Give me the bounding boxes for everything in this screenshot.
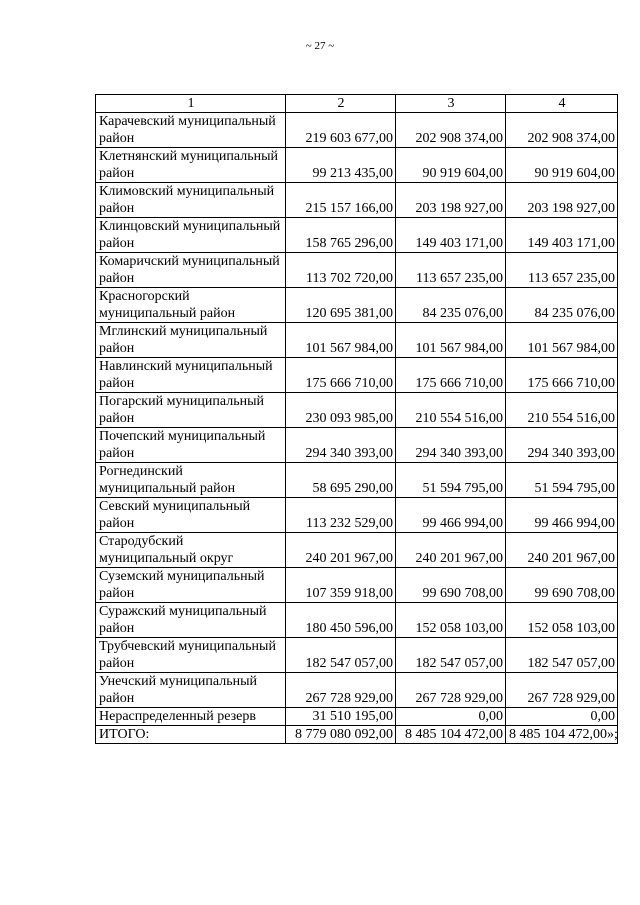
district-name-cell: Мглинский муниципальный район [96, 323, 286, 358]
column-header: 3 [396, 95, 506, 113]
value-cell-col2: 113 702 720,00 [286, 253, 396, 288]
budget-table [95, 94, 618, 744]
district-name-cell: Климовский муниципальный район [96, 183, 286, 218]
value-cell-col2: 58 695 290,00 [286, 463, 396, 498]
value-cell-col2: 113 232 529,00 [286, 498, 396, 533]
table-row [96, 533, 618, 568]
value-cell-col3: 99 690 708,00 [396, 568, 506, 603]
value-cell-col4: 202 908 374,00 [506, 113, 618, 148]
table-row [96, 183, 618, 218]
value-cell-col4: 149 403 171,00 [506, 218, 618, 253]
value-cell-col4: 267 728 929,00 [506, 673, 618, 708]
district-name-cell: Суражский муниципальный район [96, 603, 286, 638]
value-cell-col3: 0,00 [396, 708, 506, 726]
district-name-cell: Красногорский муниципальный район [96, 288, 286, 323]
table-row [96, 428, 618, 463]
value-cell-col2: 182 547 057,00 [286, 638, 396, 673]
value-cell-col2: 240 201 967,00 [286, 533, 396, 568]
value-cell-col2: 267 728 929,00 [286, 673, 396, 708]
district-name-cell: Почепский муниципальный район [96, 428, 286, 463]
value-cell-col2: 107 359 918,00 [286, 568, 396, 603]
district-name-cell: Нераспределенный резерв [96, 708, 286, 726]
value-cell-col4: 101 567 984,00 [506, 323, 618, 358]
district-name-cell: Комаричский муниципальный район [96, 253, 286, 288]
value-cell-col3: 267 728 929,00 [396, 673, 506, 708]
table-row [96, 323, 618, 358]
value-cell-col4: 90 919 604,00 [506, 148, 618, 183]
value-cell-col4: 8 485 104 472,00»; [506, 726, 618, 744]
value-cell-col2: 99 213 435,00 [286, 148, 396, 183]
value-cell-col4: 152 058 103,00 [506, 603, 618, 638]
value-cell-col4: 99 466 994,00 [506, 498, 618, 533]
column-header: 1 [96, 95, 286, 113]
value-cell-col2: 120 695 381,00 [286, 288, 396, 323]
table-row [96, 638, 618, 673]
district-name-cell: Карачевский муниципальный район [96, 113, 286, 148]
district-name-cell: ИТОГО: [96, 726, 286, 744]
value-cell-col3: 149 403 171,00 [396, 218, 506, 253]
district-name-cell: Севский муниципальный район [96, 498, 286, 533]
district-name-cell: Навлинский муниципальный район [96, 358, 286, 393]
value-cell-col3: 202 908 374,00 [396, 113, 506, 148]
value-cell-col2: 180 450 596,00 [286, 603, 396, 638]
table-row [96, 253, 618, 288]
column-header: 4 [506, 95, 618, 113]
district-name-cell: Стародубский муниципальный округ [96, 533, 286, 568]
value-cell-col3: 113 657 235,00 [396, 253, 506, 288]
district-name-cell: Трубчевский муниципальный район [96, 638, 286, 673]
table-row [96, 218, 618, 253]
value-cell-col2: 175 666 710,00 [286, 358, 396, 393]
value-cell-col3: 8 485 104 472,00 [396, 726, 506, 744]
value-cell-col2: 230 093 985,00 [286, 393, 396, 428]
value-cell-col2: 158 765 296,00 [286, 218, 396, 253]
district-name-cell: Рогнединский муниципальный район [96, 463, 286, 498]
district-name-cell: Клетнянский муниципальный район [96, 148, 286, 183]
value-cell-col3: 210 554 516,00 [396, 393, 506, 428]
table-header-row [96, 95, 618, 113]
column-header: 2 [286, 95, 396, 113]
table-row [96, 463, 618, 498]
value-cell-col2: 219 603 677,00 [286, 113, 396, 148]
value-cell-col4: 294 340 393,00 [506, 428, 618, 463]
value-cell-col4: 210 554 516,00 [506, 393, 618, 428]
district-name-cell: Суземский муниципальный район [96, 568, 286, 603]
value-cell-col3: 182 547 057,00 [396, 638, 506, 673]
value-cell-col2: 101 567 984,00 [286, 323, 396, 358]
table-row [96, 603, 618, 638]
table-row [96, 148, 618, 183]
value-cell-col3: 203 198 927,00 [396, 183, 506, 218]
table-row [96, 288, 618, 323]
value-cell-col3: 175 666 710,00 [396, 358, 506, 393]
table-row [96, 673, 618, 708]
value-cell-col3: 294 340 393,00 [396, 428, 506, 463]
table-row [96, 113, 618, 148]
value-cell-col2: 294 340 393,00 [286, 428, 396, 463]
value-cell-col4: 240 201 967,00 [506, 533, 618, 568]
value-cell-col3: 101 567 984,00 [396, 323, 506, 358]
table-row [96, 568, 618, 603]
value-cell-col4: 0,00 [506, 708, 618, 726]
table-row [96, 393, 618, 428]
table-row [96, 498, 618, 533]
value-cell-col3: 152 058 103,00 [396, 603, 506, 638]
district-name-cell: Унечский муниципальный район [96, 673, 286, 708]
value-cell-col2: 8 779 080 092,00 [286, 726, 396, 744]
value-cell-col3: 240 201 967,00 [396, 533, 506, 568]
page-number: ~ 27 ~ [305, 40, 335, 52]
value-cell-col4: 182 547 057,00 [506, 638, 618, 673]
value-cell-col4: 99 690 708,00 [506, 568, 618, 603]
district-name-cell: Погарский муниципальный район [96, 393, 286, 428]
value-cell-col3: 84 235 076,00 [396, 288, 506, 323]
value-cell-col4: 113 657 235,00 [506, 253, 618, 288]
district-name-cell: Клинцовский муниципальный район [96, 218, 286, 253]
table-row [96, 358, 618, 393]
table-row [96, 708, 618, 726]
table-row [96, 726, 618, 744]
value-cell-col3: 99 466 994,00 [396, 498, 506, 533]
value-cell-col2: 215 157 166,00 [286, 183, 396, 218]
value-cell-col4: 203 198 927,00 [506, 183, 618, 218]
value-cell-col4: 51 594 795,00 [506, 463, 618, 498]
value-cell-col2: 31 510 195,00 [286, 708, 396, 726]
value-cell-col3: 51 594 795,00 [396, 463, 506, 498]
value-cell-col4: 175 666 710,00 [506, 358, 618, 393]
value-cell-col3: 90 919 604,00 [396, 148, 506, 183]
table-body [96, 113, 618, 744]
value-cell-col4: 84 235 076,00 [506, 288, 618, 323]
